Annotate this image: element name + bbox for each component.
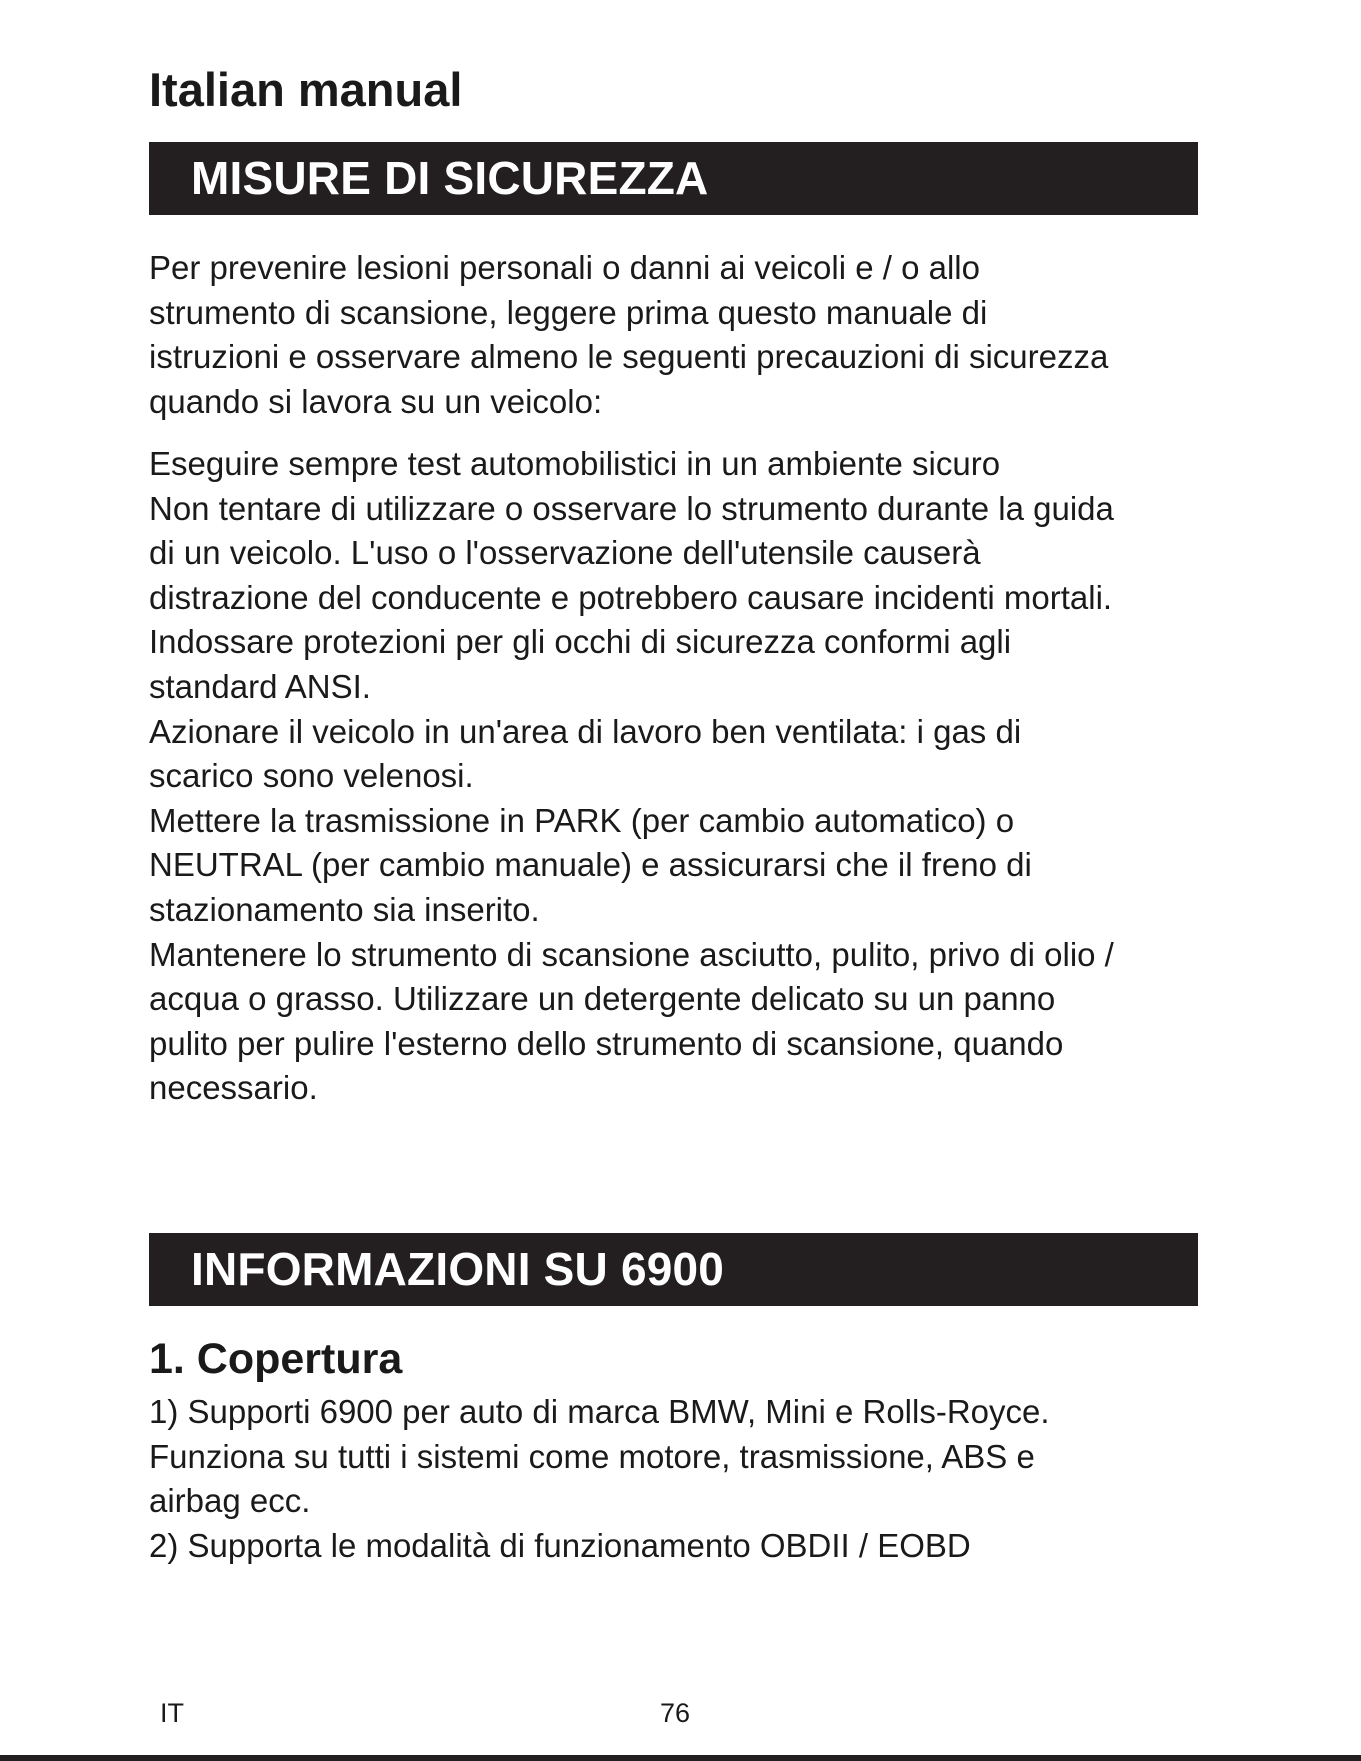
paragraph-line: Mantenere lo strumento di scansione asciutto, pulito, privo di olio / <box>149 935 1114 973</box>
paragraph-line: istruzioni e osservare almeno le seguenti precauzioni di sicurezza <box>149 338 1109 376</box>
paragraph-line: quando si lavora su un veicolo: <box>149 382 603 420</box>
section-heading-safety-text: MISURE DI SICUREZZA <box>191 152 709 204</box>
paragraph-line: 2) Supporta le modalità di funzionamento OBDII / EOBD <box>149 1526 971 1564</box>
paragraph-line: Per prevenire lesioni personali o danni ai veicoli e / o allo <box>149 249 980 286</box>
paragraph-line: strumento di scansione, leggere prima questo manuale di <box>149 293 988 331</box>
section-heading-safety <box>149 142 1198 215</box>
paragraph-line: di un veicolo. L'uso o l'osservazione dell'utensile causerà <box>149 534 981 572</box>
paragraph-line: standard ANSI. <box>149 667 371 705</box>
paragraph-line: airbag ecc. <box>149 1482 311 1520</box>
safety-precautions-paragraph <box>149 442 1209 1111</box>
paragraph-line: pulito per pulire l'esterno dello strumento di scansione, quando <box>149 1024 1064 1062</box>
section-heading-info-text: INFORMAZIONI SU 6900 <box>191 1243 725 1295</box>
safety-intro-paragraph <box>149 246 1209 424</box>
paragraph-line: Indossare protezioni per gli occhi di sicurezza conformi agli <box>149 623 1012 661</box>
coverage-paragraph <box>149 1390 1209 1568</box>
paragraph-line: acqua o grasso. Utilizzare un detergente delicato su un panno <box>149 980 1056 1018</box>
paragraph-line: scarico sono velenosi. <box>149 757 474 795</box>
paragraph-line: Non tentare di utilizzare o osservare lo strumento durante la guida <box>149 489 1114 527</box>
section-heading-info <box>149 1233 1198 1306</box>
paragraph-line: 1) Supporti 6900 per auto di marca BMW, Mini e Rolls-Royce. <box>149 1393 1050 1430</box>
page-title: Italian manual <box>149 63 463 116</box>
paragraph-line: Mettere la trasmissione in PARK (per cambio automatico) o <box>149 801 1015 839</box>
paragraph-line: distrazione del conducente e potrebbero causare incidenti mortali. <box>149 578 1113 616</box>
paragraph-line: Azionare il veicolo in un'area di lavoro ben ventilata: i gas di <box>149 712 1022 750</box>
bottom-divider <box>0 1755 1361 1761</box>
paragraph-line: Eseguire sempre test automobilistici in un ambiente sicuro <box>149 445 1001 482</box>
footer-page-number: 76 <box>660 1698 691 1728</box>
footer-language-code: IT <box>160 1698 184 1728</box>
paragraph-line: stazionamento sia inserito. <box>149 890 540 928</box>
paragraph-line: Funziona su tutti i sistemi come motore, trasmissione, ABS e <box>149 1437 1035 1475</box>
subheading-coverage: 1. Copertura <box>149 1335 403 1383</box>
paragraph-line: necessario. <box>149 1069 318 1107</box>
paragraph-line: NEUTRAL (per cambio manuale) e assicurarsi che il freno di <box>149 846 1032 884</box>
